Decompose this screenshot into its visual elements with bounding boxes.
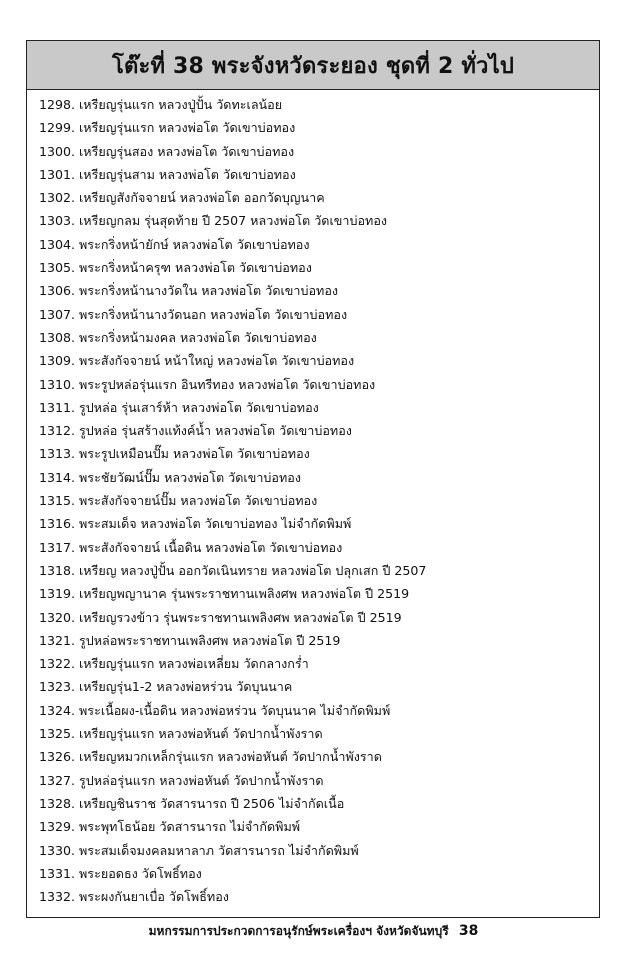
item-text: พระผงกันยาเบื่อ วัดโพธิ์ทอง xyxy=(79,889,229,905)
item-text: พระรูปหล่อรุ่นแรก อินทรีทอง หลวงพ่อโต วัดเขาบ่อทอง xyxy=(79,376,376,392)
item-number: 1326. xyxy=(39,749,76,765)
list-item xyxy=(39,163,599,186)
item-number: 1322. xyxy=(39,656,76,672)
list-item xyxy=(39,862,599,885)
item-number: 1329. xyxy=(39,819,76,835)
item-text: เหรียญรุ่นสาม หลวงพ่อโต วัดเขาบ่อทอง xyxy=(79,166,296,182)
item-number: 1319. xyxy=(39,586,76,602)
item-text: พระสังกัจจายน์ เนื้อดิน หลวงพ่อโต วัดเขาบ่อทอง xyxy=(79,539,343,555)
item-text: เหรียญสังกัจจายน์ หลวงพ่อโต ออกวัดบุญนาค xyxy=(79,190,325,206)
list-item xyxy=(39,699,599,722)
item-text: พระสังกัจจายน์ปั๊ม หลวงพ่อโต วัดเขาบ่อทอง xyxy=(79,493,318,509)
item-number: 1306. xyxy=(39,283,76,299)
page-footer xyxy=(0,922,627,941)
item-number: 1323. xyxy=(39,679,76,695)
item-text: เหรียญกลม รุ่นสุดท้าย ปี 2507 หลวงพ่อโต วัดเขาบ่อทอง xyxy=(79,213,388,229)
page-title: โต๊ะที่ 38 พระจังหวัดระยอง ชุดที่ 2 ทั่วไป xyxy=(27,41,599,90)
list-item xyxy=(39,93,599,116)
item-number: 1327. xyxy=(39,772,76,788)
list-item xyxy=(39,885,599,908)
item-number: 1320. xyxy=(39,609,76,625)
list-item xyxy=(39,442,599,465)
item-text: รูปหล่อ รุ่นเสาร์ห้า หลวงพ่อโต วัดเขาบ่อทอง xyxy=(79,399,319,415)
item-number: 1305. xyxy=(39,260,76,276)
item-number: 1301. xyxy=(39,166,76,182)
item-number: 1311. xyxy=(39,399,76,415)
item-number: 1331. xyxy=(39,865,76,881)
list-item xyxy=(39,186,599,209)
item-number: 1325. xyxy=(39,726,76,742)
item-text: เหรียญ หลวงปู่ปั้น ออกวัดเนินทราย หลวงพ่อโต ปลุกเสก ปี 2507 xyxy=(79,562,427,578)
page-number: 38 xyxy=(458,923,479,939)
item-text: เหรียญรุ่นสอง หลวงพ่อโต วัดเขาบ่อทอง xyxy=(79,143,295,159)
item-text: พระกริ่งหน้ายักษ์ หลวงพ่อโต วัดเขาบ่อทอง xyxy=(79,236,310,252)
list-item xyxy=(39,839,599,862)
content-frame xyxy=(26,40,600,918)
item-number: 1303. xyxy=(39,213,76,229)
item-number: 1315. xyxy=(39,493,76,509)
list-item xyxy=(39,606,599,629)
list-item xyxy=(39,745,599,768)
list-item xyxy=(39,466,599,489)
item-text: พระพุทโธน้อย วัดสารนารถ ไม่จำกัดพิมพ์ xyxy=(79,819,301,835)
item-text: รูปหล่อ รุ่นสร้างแท้งค์น้ำ หลวงพ่อโต วัดเขาบ่อทอง xyxy=(79,423,352,439)
item-number: 1308. xyxy=(39,329,76,345)
list-item xyxy=(39,373,599,396)
footer-text: มหกรรมการประกวดการอนุรักษ์พระเครื่องฯ จังหวัดจันทบุรี xyxy=(148,924,449,938)
list-item xyxy=(39,769,599,792)
item-text: เหรียญรวงข้าว รุ่นพระราชทานเพลิงศพ หลวงพ่อโต ปี 2519 xyxy=(79,609,402,625)
item-text: รูปหล่อรุ่นแรก หลวงพ่อหันต์ วัดปากน้ำพังราด xyxy=(79,772,324,788)
list-item xyxy=(39,722,599,745)
list-item xyxy=(39,209,599,232)
item-text: เหรียญรุ่นแรก หลวงพ่อโต วัดเขาบ่อทอง xyxy=(79,120,296,136)
item-text: เหรียญรุ่นแรก หลวงพ่อหันต์ วัดปากน้ำพังราด xyxy=(79,726,323,742)
list-item xyxy=(39,349,599,372)
list-item xyxy=(39,116,599,139)
item-number: 1298. xyxy=(39,97,76,112)
item-number: 1324. xyxy=(39,702,76,718)
item-text: พระเนื้อผง-เนื้อดิน หลวงพ่อหร่วน วัดบุนนาค ไม่จำกัดพิมพ์ xyxy=(79,702,391,718)
item-number: 1307. xyxy=(39,306,76,322)
list-item xyxy=(39,419,599,442)
item-number: 1316. xyxy=(39,516,76,532)
item-text: พระกริ่งหน้านางวัดนอก หลวงพ่อโต วัดเขาบ่อทอง xyxy=(79,306,348,322)
item-number: 1313. xyxy=(39,446,76,462)
list-item xyxy=(39,652,599,675)
item-text: เหรียญพญานาค รุ่นพระราชทานเพลิงศพ หลวงพ่อโต ปี 2519 xyxy=(79,586,410,602)
item-number: 1302. xyxy=(39,190,76,206)
list-item xyxy=(39,559,599,582)
item-text: เหรียญรุ่นแรก หลวงปู่ปั้น วัดทะเลน้อย xyxy=(79,97,283,112)
list-item xyxy=(39,629,599,652)
item-number: 1332. xyxy=(39,889,76,905)
item-number: 1317. xyxy=(39,539,76,555)
item-text: พระสมเด็จ หลวงพ่อโต วัดเขาบ่อทอง ไม่จำกัดพิมพ์ xyxy=(79,516,352,532)
item-text: พระกริ่งหน้ามงคล หลวงพ่อโต วัดเขาบ่อทอง xyxy=(79,329,317,345)
item-text: พระยอดธง วัดโพธิ์ทอง xyxy=(79,865,202,881)
list-item xyxy=(39,256,599,279)
item-number: 1328. xyxy=(39,795,76,811)
item-number: 1300. xyxy=(39,143,76,159)
list-item xyxy=(39,326,599,349)
item-text: พระรูปเหมือนปั๊ม หลวงพ่อโต วัดเขาบ่อทอง xyxy=(79,446,310,462)
item-number: 1304. xyxy=(39,236,76,252)
item-number: 1299. xyxy=(39,120,76,136)
item-number: 1312. xyxy=(39,423,76,439)
item-text: เหรียญหมวกเหล็กรุ่นแรก หลวงพ่อหันต์ วัดปากน้ำพังราด xyxy=(79,749,382,765)
item-text: เหรียญรุ่นแรก หลวงพ่อเหลี่ยม วัดกลางกร่ำ xyxy=(79,656,309,672)
item-text: พระชัยวัฒน์ปั๊ม หลวงพ่อโต วัดเขาบ่อทอง xyxy=(79,469,301,485)
list-item xyxy=(39,140,599,163)
item-number: 1330. xyxy=(39,842,76,858)
list-item xyxy=(39,536,599,559)
list-item xyxy=(39,512,599,535)
list-item xyxy=(39,815,599,838)
list-item xyxy=(39,675,599,698)
list-item xyxy=(39,233,599,256)
item-list xyxy=(27,90,599,908)
item-number: 1321. xyxy=(39,632,76,648)
item-number: 1310. xyxy=(39,376,76,392)
list-item xyxy=(39,582,599,605)
list-item xyxy=(39,792,599,815)
item-text: เหรียญรุ่น1-2 หลวงพ่อหร่วน วัดบุนนาค xyxy=(79,679,293,695)
item-number: 1309. xyxy=(39,353,76,369)
item-text: เหรียญชินราช วัดสารนารถ ปี 2506 ไม่จำกัดเนื้อ xyxy=(79,795,345,811)
item-text: พระกริ่งหน้าครุฑ หลวงพ่อโต วัดเขาบ่อทอง xyxy=(79,260,312,276)
item-text: รูปหล่อพระราชทานเพลิงศพ หลวงพ่อโต ปี 2519 xyxy=(79,632,341,648)
list-item xyxy=(39,303,599,326)
list-item xyxy=(39,279,599,302)
item-number: 1314. xyxy=(39,469,76,485)
item-text: พระสังกัจจายน์ หน้าใหญ่ หลวงพ่อโต วัดเขาบ่อทอง xyxy=(79,353,355,369)
item-number: 1318. xyxy=(39,562,76,578)
list-item xyxy=(39,396,599,419)
item-text: พระสมเด็จมงคลมหาลาภ วัดสารนารถ ไม่จำกัดพิมพ์ xyxy=(79,842,359,858)
item-text: พระกริ่งหน้านางวัดใน หลวงพ่อโต วัดเขาบ่อทอง xyxy=(79,283,339,299)
list-item xyxy=(39,489,599,512)
